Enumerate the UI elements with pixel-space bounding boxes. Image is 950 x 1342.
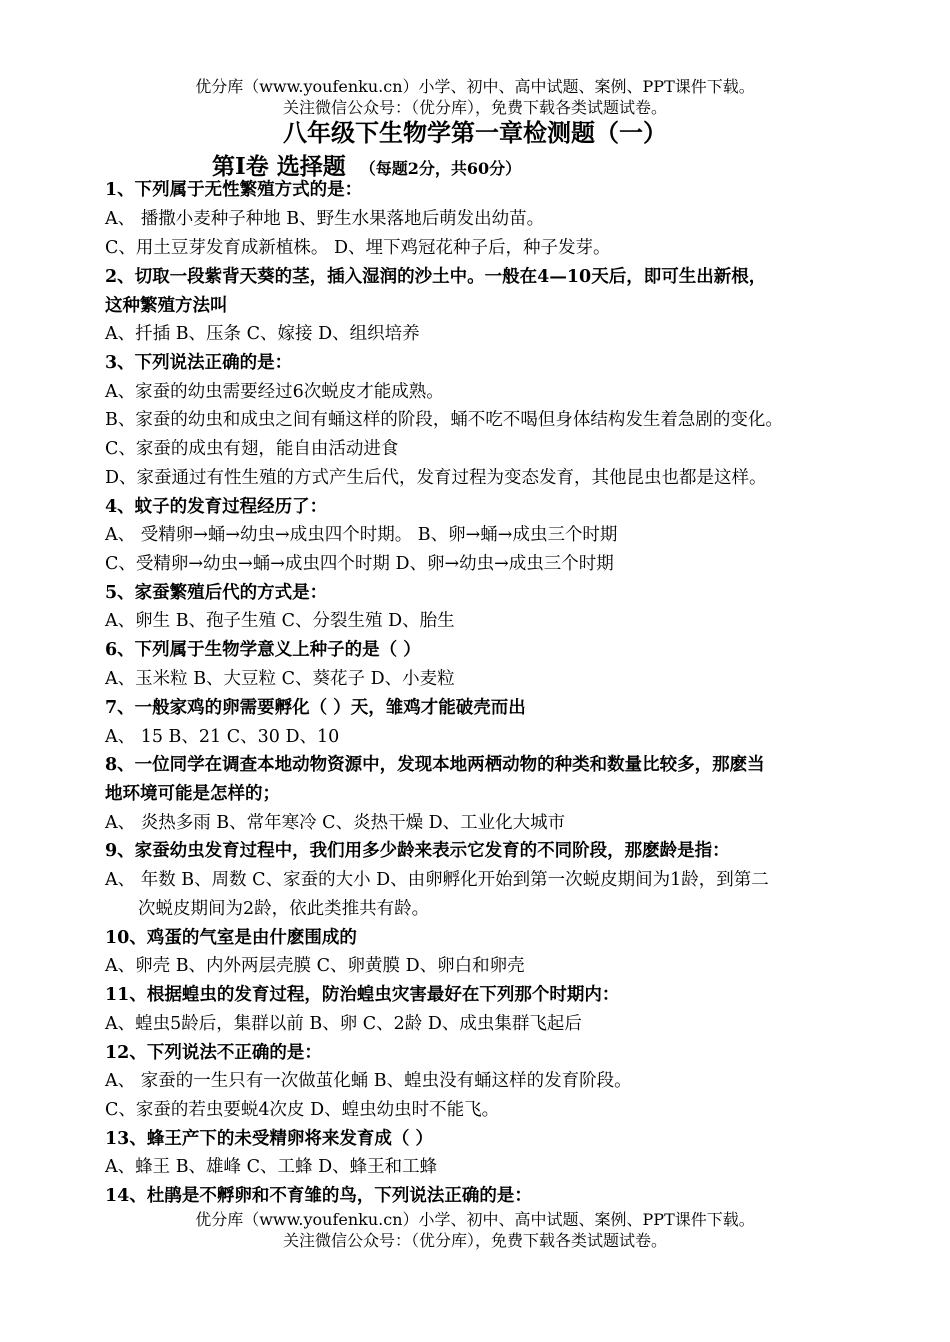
footer-line-2: 关注微信公众号：（优分库），免费下载各类试题试卷。 (282, 1231, 667, 1250)
options-2: A、扦插 B、压条 C、嫁接 D、组织培养 (105, 324, 420, 344)
options-7: A、 15 B、21 C、30 D、10 (105, 727, 340, 747)
options-1a: A、 播撒小麦种子种地 B、野生水果落地后萌发出幼苗。 (105, 209, 545, 229)
options-10: A、卵壳 B、内外两层壳膜 C、卵黄膜 D、卵白和卵壳 (105, 956, 525, 976)
options-13: A、蜂王 B、雄峰 C、工蜂 D、蜂王和工蜂 (105, 1157, 438, 1177)
section-note: （每题2分，共60分） (359, 159, 522, 178)
option-3a: A、家蚕的幼虫需要经过6次蜕皮才能成熟。 (105, 382, 444, 402)
question-10: 10、鸡蛋的气室是由什麽围成的 (105, 928, 357, 948)
options-9-cont: 次蜕皮期间为2龄，依此类推共有龄。 (138, 899, 430, 919)
question-14: 14、杜鹃是不孵卵和不育雏的鸟，下列说法正确的是： (105, 1186, 532, 1206)
question-4: 4、蚊子的发育过程经历了： (105, 497, 328, 517)
question-3: 3、下列说法正确的是： (105, 353, 293, 373)
question-1: 1、下列属于无性繁殖方式的是： (105, 180, 363, 200)
option-3d: D、家蚕通过有性生殖的方式产生后代，发育过程为变态发育，其他昆虫也都是这样。 (105, 468, 767, 488)
page-title: 八年级下生物学第一章检测题（一） (283, 118, 667, 147)
options-12b: C、家蚕的若虫要蜕4次皮 D、蝗虫幼虫时不能飞。 (105, 1100, 500, 1120)
question-6: 6、下列属于生物学意义上种子的是（ ） (105, 640, 421, 660)
question-5: 5、家蚕繁殖后代的方式是： (105, 583, 328, 603)
question-8: 8、一位同学在调查本地动物资源中，发现本地两栖动物的种类和数量比较多，那麽当 (105, 755, 765, 775)
header-line-2: 关注微信公众号：（优分库），免费下载各类试题试卷。 (282, 98, 667, 117)
options-11: A、蝗虫5龄后，集群以前 B、卵 C、2龄 D、成虫集群飞起后 (105, 1014, 582, 1034)
question-2-cont: 这种繁殖方法叫 (105, 296, 228, 316)
question-11: 11、根据蝗虫的发育过程，防治蝗虫灾害最好在下列那个时期内： (105, 985, 620, 1005)
options-6: A、玉米粒 B、大豆粒 C、葵花子 D、小麦粒 (105, 669, 455, 689)
question-13: 13、蜂王产下的未受精卵将来发育成（ ） (105, 1129, 433, 1149)
footer-line-1: 优分库（www.youfenku.cn）小学、初中、高中试题、案例、PPT课件下载。 (195, 1210, 755, 1229)
option-3c: C、家蚕的成虫有翅，能自由活动进食 (105, 439, 399, 459)
question-2: 2、切取一段紫背天葵的茎，插入湿润的沙土中。一般在4—10天后，即可生出新根， (105, 267, 767, 287)
option-3b: B、家蚕的幼虫和成虫之间有蛹这样的阶段，蛹不吃不喝但身体结构发生着急剧的变化。 (105, 410, 783, 430)
header-line-1: 优分库（www.youfenku.cn）小学、初中、高中试题、案例、PPT课件下载。 (195, 77, 755, 96)
question-9: 9、家蚕幼虫发育过程中，我们用多少龄来表示它发育的不同阶段，那麽龄是指： (105, 841, 730, 861)
section-heading (212, 148, 521, 181)
section-name: 第Ⅰ卷 选择题 (212, 153, 346, 180)
options-12a: A、 家蚕的一生只有一次做茧化蛹 B、蝗虫没有蛹这样的发育阶段。 (105, 1071, 632, 1091)
options-4b: C、受精卵→幼虫→蛹→成虫四个时期 D、卵→幼虫→成虫三个时期 (105, 554, 614, 574)
question-8-cont: 地环境可能是怎样的； (105, 784, 280, 804)
options-5: A、卵生 B、孢子生殖 C、分裂生殖 D、胎生 (105, 611, 455, 631)
options-1b: C、用土豆芽发育成新植株。 D、埋下鸡冠花种子后，种子发芽。 (105, 238, 611, 258)
options-4a: A、 受精卵→蛹→幼虫→成虫四个时期。 B、卵→蛹→成虫三个时期 (105, 525, 618, 545)
options-9: A、 年数 B、周数 C、家蚕的大小 D、由卵孵化开始到第一次蜕皮期间为1龄，到第二 (105, 870, 769, 890)
options-8: A、 炎热多雨 B、常年寒冷 C、炎热干燥 D、工业化大城市 (105, 813, 566, 833)
question-12: 12、下列说法不正确的是： (105, 1043, 322, 1063)
question-7: 7、一般家鸡的卵需要孵化（ ）天，雏鸡才能破壳而出 (105, 698, 526, 718)
